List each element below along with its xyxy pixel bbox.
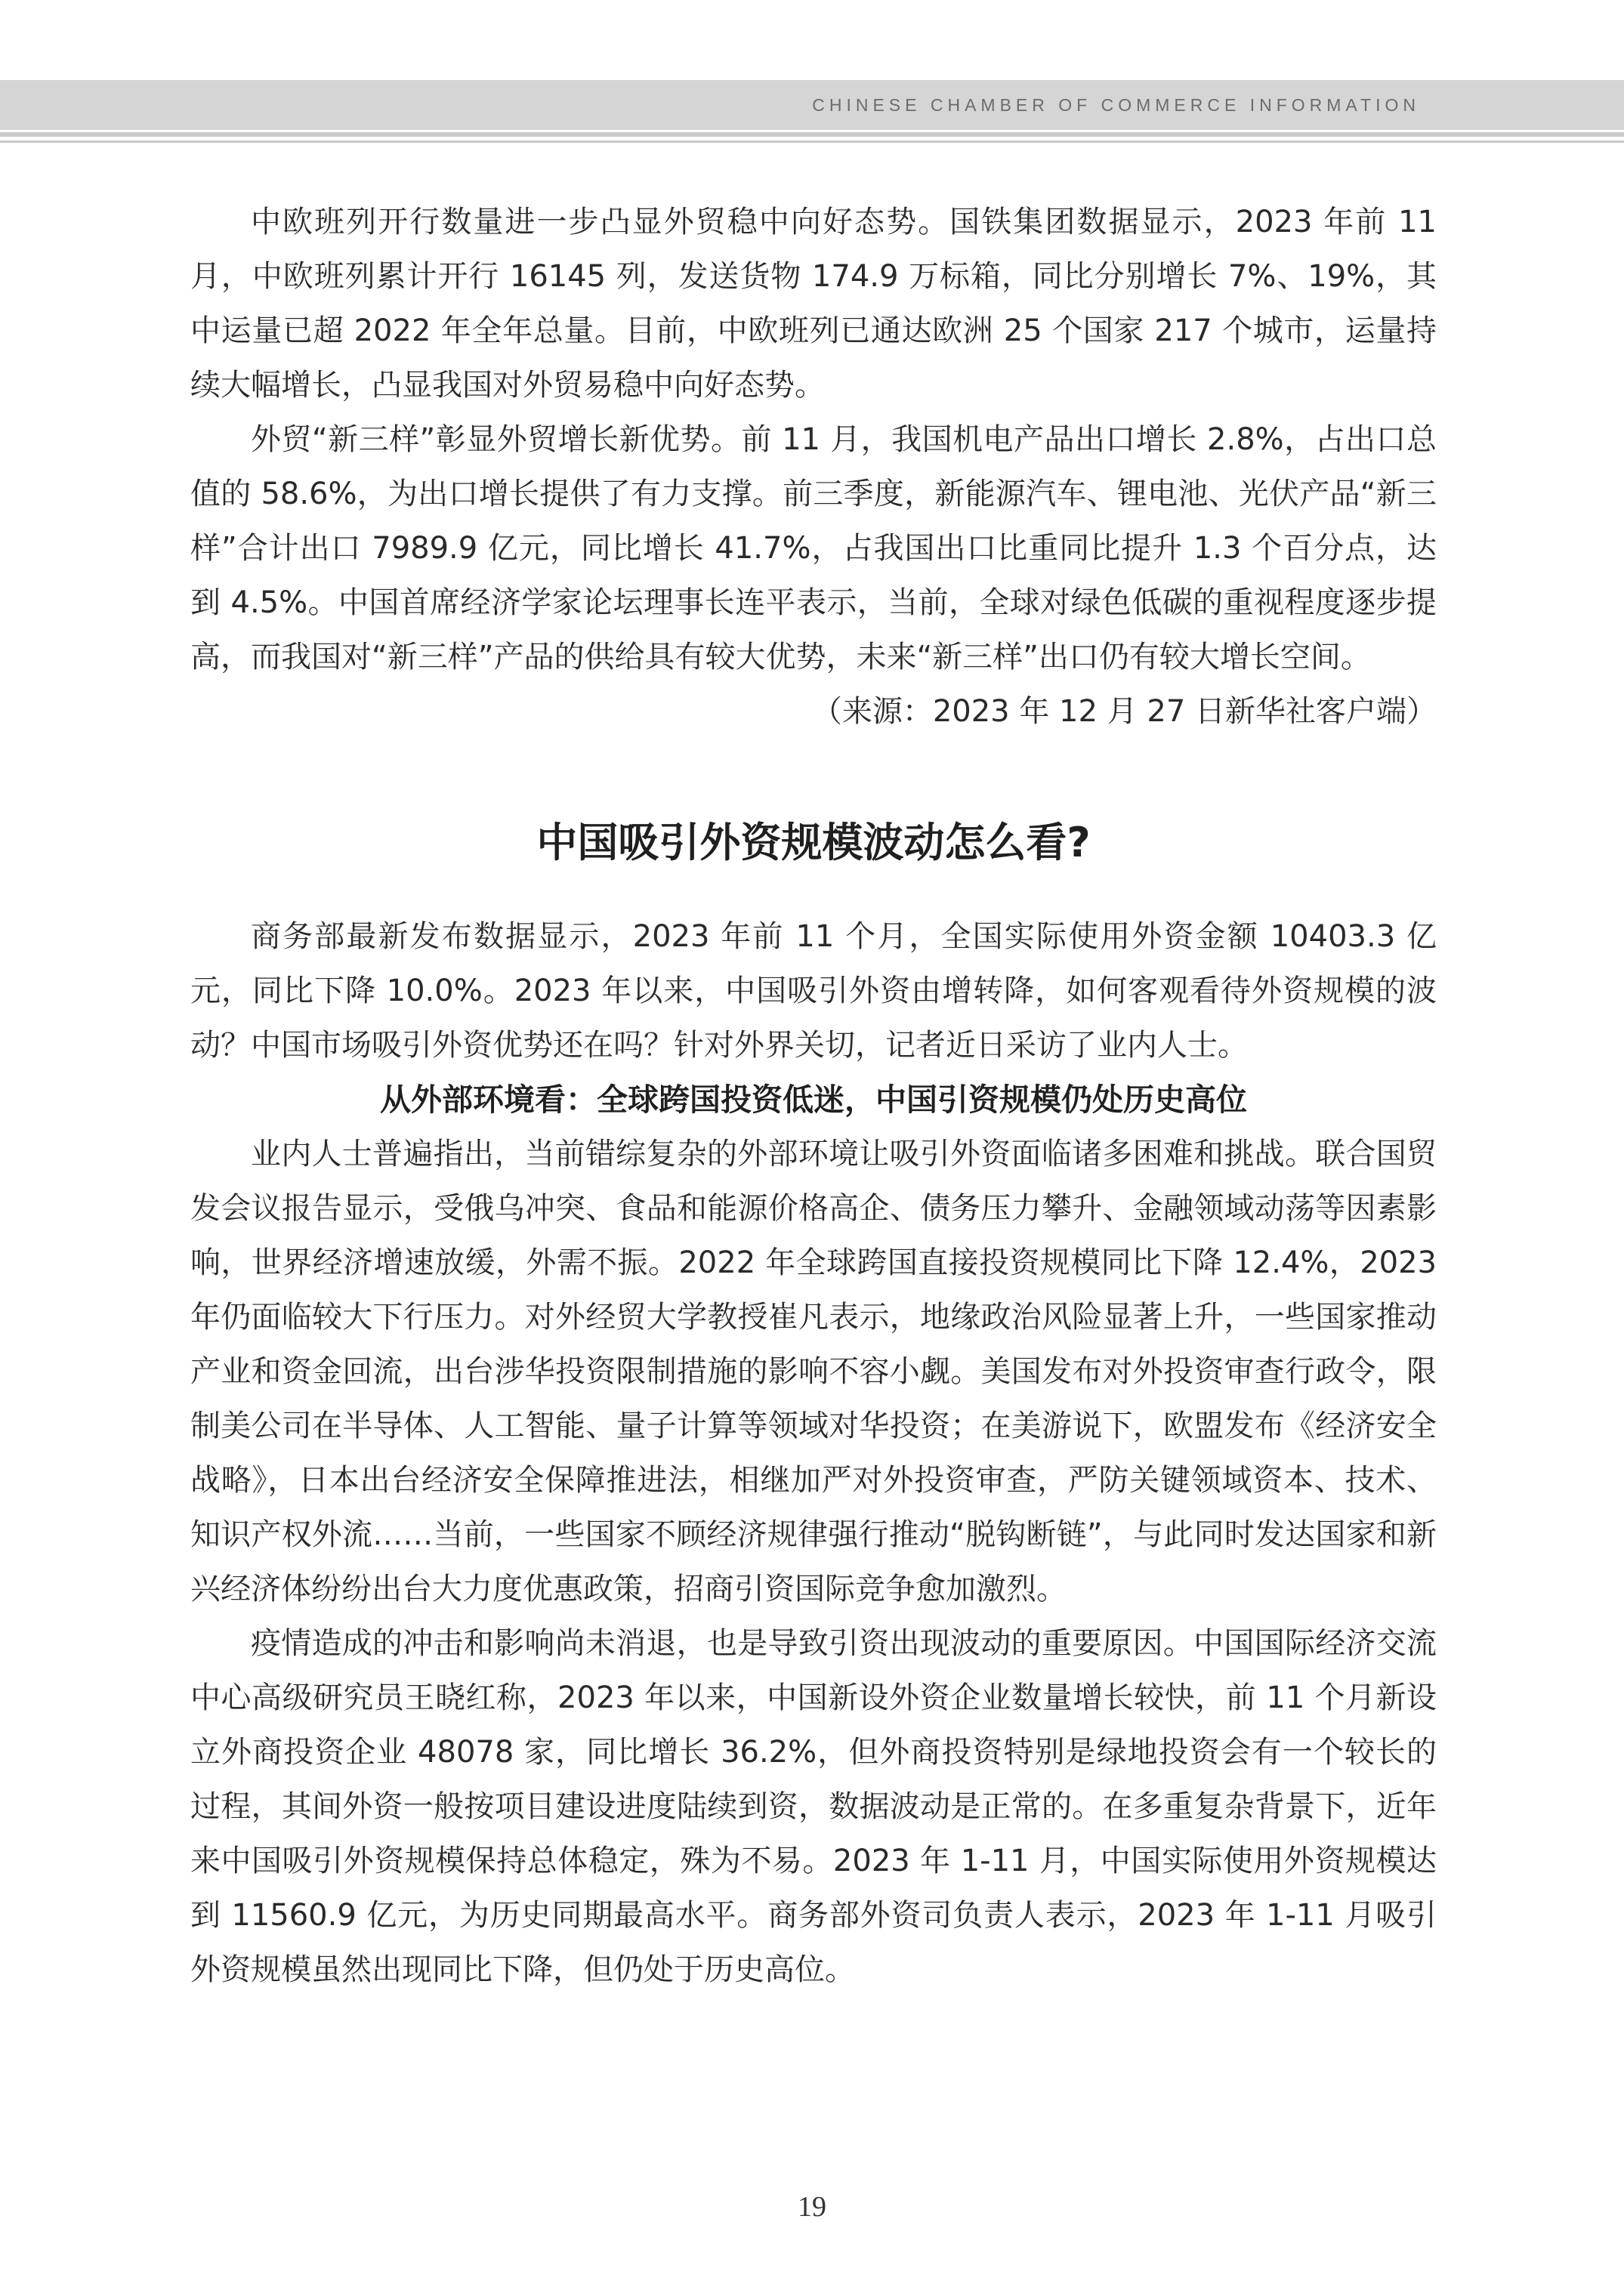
article-title: 中国吸引外资规模波动怎么看? <box>536 819 1091 866</box>
header-divider <box>0 132 1624 137</box>
body-paragraph: 外贸“新三样”彰显外贸增长新优势。前 11 月，我国机电产品出口增长 2.8%，占出口总值的 58.6%，为出口增长提供了有力支撑。前三季度，新能源汽车、锂电池、光伏产品“新三样”合计出口 7989.9 亿元，同比增长 41.7%，占我国出口比重同比提升 1.3 个百分点，达到 4.5%。中国首席经济学家论坛理事长连平表示，当前，全球对绿色低碳的重视程度逐步提高，而我国对“新三样”产品的供给具有较大优势，未来“新三样”出口仍有较大增长空间。 <box>190 422 1437 674</box>
header-divider-thin <box>0 140 1624 143</box>
page-number: 19 <box>798 2191 826 2223</box>
publication-name: CHINESE CHAMBER OF COMMERCE INFORMATION <box>812 95 1420 115</box>
source-citation: （来源：2023 年 12 月 27 日新华社客户端） <box>811 694 1437 729</box>
body-paragraph: 疫情造成的冲击和影响尚未消退，也是导致引资出现波动的重要原因。中国国际经济交流中心高级研究员王晓红称，2023 年以来，中国新设外资企业数量增长较快，前 11 个月新设立外商投资企业 48078 家，同比增长 36.2%，但外商投资特别是绿地投资会有一个较长的过程，其间外资一般按项目建设进度陆续到资，数据波动是正常的。在多重复杂背景下，近年来中国吸引外资规模保持总体稳定，殊为不易。2023 年 1-11 月，中国实际使用外资规模达到 11560.9 亿元，为历史同期最高水平。商务部外资司负责人表示，2023 年 1-11 月吸引外资规模虽然出现同比下降，但仍处于历史高位。 <box>190 1626 1437 1987</box>
intro-paragraph: 商务部最新发布数据显示，2023 年前 11 个月，全国实际使用外资金额 10403.3 亿元，同比下降 10.0%。2023 年以来，中国吸引外资由增转降，如何客观看待外资规模的波动？中国市场吸引外资优势还在吗？针对外界关切，记者近日采访了业内人士。 <box>190 919 1437 1063</box>
page-content <box>190 195 1437 1997</box>
body-paragraph: 业内人士普遍指出，当前错综复杂的外部环境让吸引外资面临诸多困难和挑战。联合国贸发会议报告显示，受俄乌冲突、食品和能源价格高企、债务压力攀升、金融领域动荡等因素影响，世界经济增速放缓，外需不振。2022 年全球跨国直接投资规模同比下降 12.4%，2023 年仍面临较大下行压力。对外经贸大学教授崔凡表示，地缘政治风险显著上升，一些国家推动产业和资金回流，出台涉华投资限制措施的影响不容小觑。美国发布对外投资审查行政令，限制美公司在半导体、人工智能、量子计算等领域对华投资；在美游说下，欧盟发布《经济安全战略》，日本出台经济安全保障推进法，相继加严对外投资审查，严防关键领域资本、技术、知识产权外流……当前，一些国家不顾经济规律强行推动“脱钩断链”，与此同时发达国家和新兴经济体纷纷出台大力度优惠政策，招商引资国际竞争愈加激烈。 <box>190 1137 1437 1606</box>
body-paragraph: 中欧班列开行数量进一步凸显外贸稳中向好态势。国铁集团数据显示，2023 年前 11 月，中欧班列累计开行 16145 列，发送货物 174.9 万标箱，同比分别增长 7%、19%，其中运量已超 2022 年全年总量。目前，中欧班列已通达欧洲 25 个国家 217 个城市，运量持续大幅增长，凸显我国对外贸易稳中向好态势。 <box>190 205 1437 403</box>
section-heading: 从外部环境看：全球跨国投资低迷，中国引资规模仍处历史高位 <box>380 1082 1247 1118</box>
